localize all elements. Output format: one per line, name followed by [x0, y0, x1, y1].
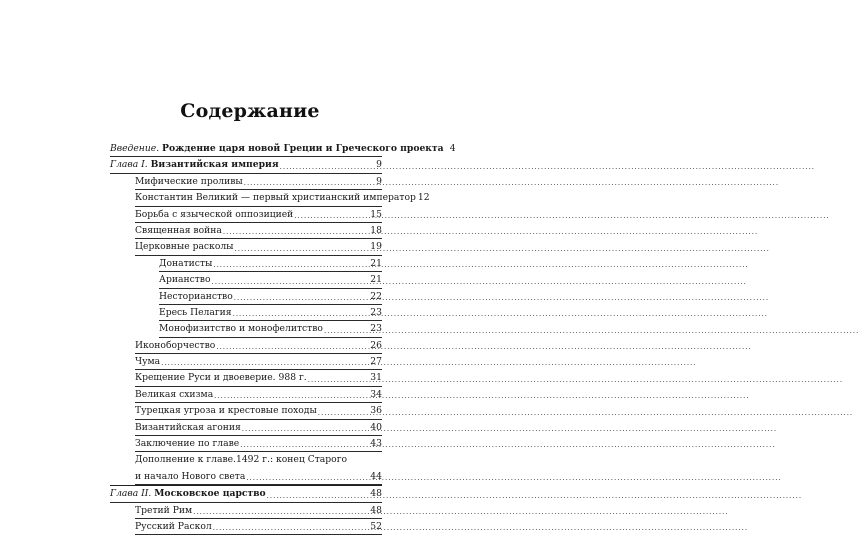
toc-entry-text: Донатисты [159, 257, 213, 269]
toc-entry-label [159, 321, 323, 337]
toc-page-number: 44 [370, 470, 382, 482]
toc-entry-label [135, 469, 245, 485]
dot-leader [214, 387, 369, 403]
dot-leader [216, 338, 369, 354]
toc-entry-text: Борьба с языческой оппозицией [135, 208, 294, 220]
toc-page-number: 18 [370, 224, 382, 236]
toc-page-number: 23 [370, 306, 382, 318]
toc-entry[interactable] [110, 272, 382, 288]
dot-leader [213, 519, 370, 535]
toc-page-number: 19 [370, 241, 382, 253]
toc-page-number: 48 [370, 504, 382, 516]
toc-entry-text: Дополнение к главе.1492 г.: конец Старого [135, 454, 348, 466]
toc-page-number: 4 [449, 143, 456, 154]
toc-entry-label [135, 420, 241, 436]
toc-page-number: 43 [370, 438, 382, 450]
dot-leader [244, 174, 371, 190]
dot-leader [193, 503, 369, 519]
toc-entry-label [159, 256, 212, 272]
dot-leader [280, 157, 371, 173]
toc-page-number: 9 [376, 159, 382, 171]
toc-entry-label [135, 174, 243, 190]
dot-leader [234, 289, 370, 305]
dot-leader [240, 436, 369, 452]
toc-entry-label [135, 452, 347, 468]
toc-entry-label [159, 289, 233, 305]
toc-page-number: 36 [370, 405, 382, 417]
toc-page-number: 26 [370, 339, 382, 351]
toc-entry-prefix: Глава I. [110, 159, 148, 171]
toc-entry-text: Иконоборчество [135, 339, 216, 351]
toc-page-number: 12 [417, 192, 430, 204]
toc-entry-label [135, 519, 212, 535]
toc-page-number: 22 [370, 290, 382, 302]
toc-entry-text: и начало Нового света [135, 470, 246, 482]
toc-entry-text: Монофизитство и монофелитство [159, 323, 323, 335]
toc-entry-label [135, 239, 234, 255]
toc-page-number: 21 [370, 257, 382, 269]
page-title: Содержание [180, 100, 320, 122]
toc-entry-text: Священная война [135, 224, 222, 236]
dot-leader [235, 239, 370, 255]
toc-chapter-entry[interactable] [110, 485, 382, 502]
toc-entry[interactable] [110, 305, 382, 321]
dot-leader [223, 223, 369, 239]
toc-entry-text: Русский Раскол [135, 520, 212, 532]
toc-entry-text: Церковные расколы [135, 241, 234, 253]
toc-page-number: 34 [370, 388, 382, 400]
toc-entry-label [135, 436, 239, 452]
toc-entry-label [159, 272, 211, 288]
toc-page-number: 15 [370, 208, 382, 220]
toc-page-number: 21 [370, 274, 382, 286]
toc-entry[interactable] [110, 503, 382, 519]
toc-chapter-entry[interactable] [110, 157, 382, 173]
toc-entry-label [135, 207, 293, 223]
toc-entry[interactable] [110, 354, 382, 370]
toc-entry[interactable] [110, 387, 382, 403]
toc-page-number: 40 [370, 421, 382, 433]
toc-entry-text: Великая схизма [135, 388, 214, 400]
toc-entry-text: Чума [135, 356, 161, 368]
toc-entry-label [135, 370, 307, 386]
toc-entry[interactable] [110, 436, 382, 452]
toc-page-number: 52 [370, 520, 382, 532]
toc-entry[interactable] [110, 321, 382, 337]
dot-leader [233, 305, 370, 321]
toc-entry[interactable] [110, 289, 382, 305]
toc-entry-prefix: Введение. [110, 143, 160, 154]
toc-entry[interactable] [110, 174, 382, 190]
toc-entry[interactable] [110, 239, 382, 255]
toc-page-number: 23 [370, 323, 382, 335]
toc-entry-text: Несторианство [159, 290, 233, 302]
dot-leader [242, 420, 370, 436]
dot-leader [161, 354, 369, 370]
toc-entry-label [159, 305, 232, 321]
dot-leader [267, 486, 370, 502]
toc-entry[interactable] [110, 452, 382, 468]
toc-entry-text: Мифические проливы [135, 175, 243, 187]
toc-entry-text: Крещение Руси и двоеверие. 988 г. [135, 372, 307, 384]
toc-page-number: 31 [370, 372, 382, 384]
toc-entry-text: Византийская империя [150, 159, 279, 171]
toc-entry[interactable] [110, 223, 382, 239]
dot-leader [324, 321, 369, 337]
toc-page-number: 48 [370, 488, 382, 500]
toc-entry[interactable] [110, 256, 382, 272]
toc-entry-text: Заключение по главе [135, 438, 240, 450]
toc-entry-label [135, 503, 192, 519]
dot-leader [348, 452, 371, 468]
dot-leader [212, 272, 370, 288]
toc-entry-label [110, 486, 266, 502]
toc-entry-text: Константин Великий — первый христианский император [135, 192, 416, 204]
toc-page-number: 9 [376, 175, 382, 187]
dot-leader [246, 469, 369, 485]
toc-entry[interactable] [110, 338, 382, 354]
toc-entry[interactable] [110, 370, 382, 386]
toc-entry-text: Турецкая угроза и крестовые походы [135, 405, 317, 417]
toc-entry-text: Рождение царя новой Греции и Греческого проекта [162, 143, 444, 154]
dot-leader [308, 370, 370, 386]
toc-entry-label [135, 354, 160, 370]
toc-entry-label [110, 157, 279, 173]
toc-entry[interactable] [110, 403, 382, 419]
toc-entry-label [135, 403, 317, 419]
toc-entry-label [110, 141, 444, 157]
toc-chapter-entry[interactable] [110, 141, 456, 157]
table-of-contents [110, 141, 456, 535]
toc-entry-label [135, 190, 416, 206]
toc-entry-text: Арианство [159, 274, 211, 286]
toc-entry-prefix: Глава II. [110, 488, 152, 500]
toc-entry[interactable] [110, 469, 382, 485]
toc-entry-text: Московское царство [154, 488, 266, 500]
dot-leader [213, 256, 369, 272]
toc-entry-text: Третий Рим [135, 504, 193, 516]
toc-entry-label [135, 387, 213, 403]
dot-leader [294, 207, 369, 223]
toc-entry-text: Ересь Пелагия [159, 306, 232, 318]
toc-entry[interactable] [110, 190, 430, 206]
dot-leader [318, 403, 370, 419]
toc-entry-label [135, 223, 222, 239]
toc-entry[interactable] [110, 420, 382, 436]
toc-entry[interactable] [110, 207, 382, 223]
toc-entry[interactable] [110, 519, 382, 535]
toc-entry-text: Византийская агония [135, 421, 241, 433]
toc-entry-label [135, 338, 215, 354]
toc-page-number: 27 [370, 356, 382, 368]
